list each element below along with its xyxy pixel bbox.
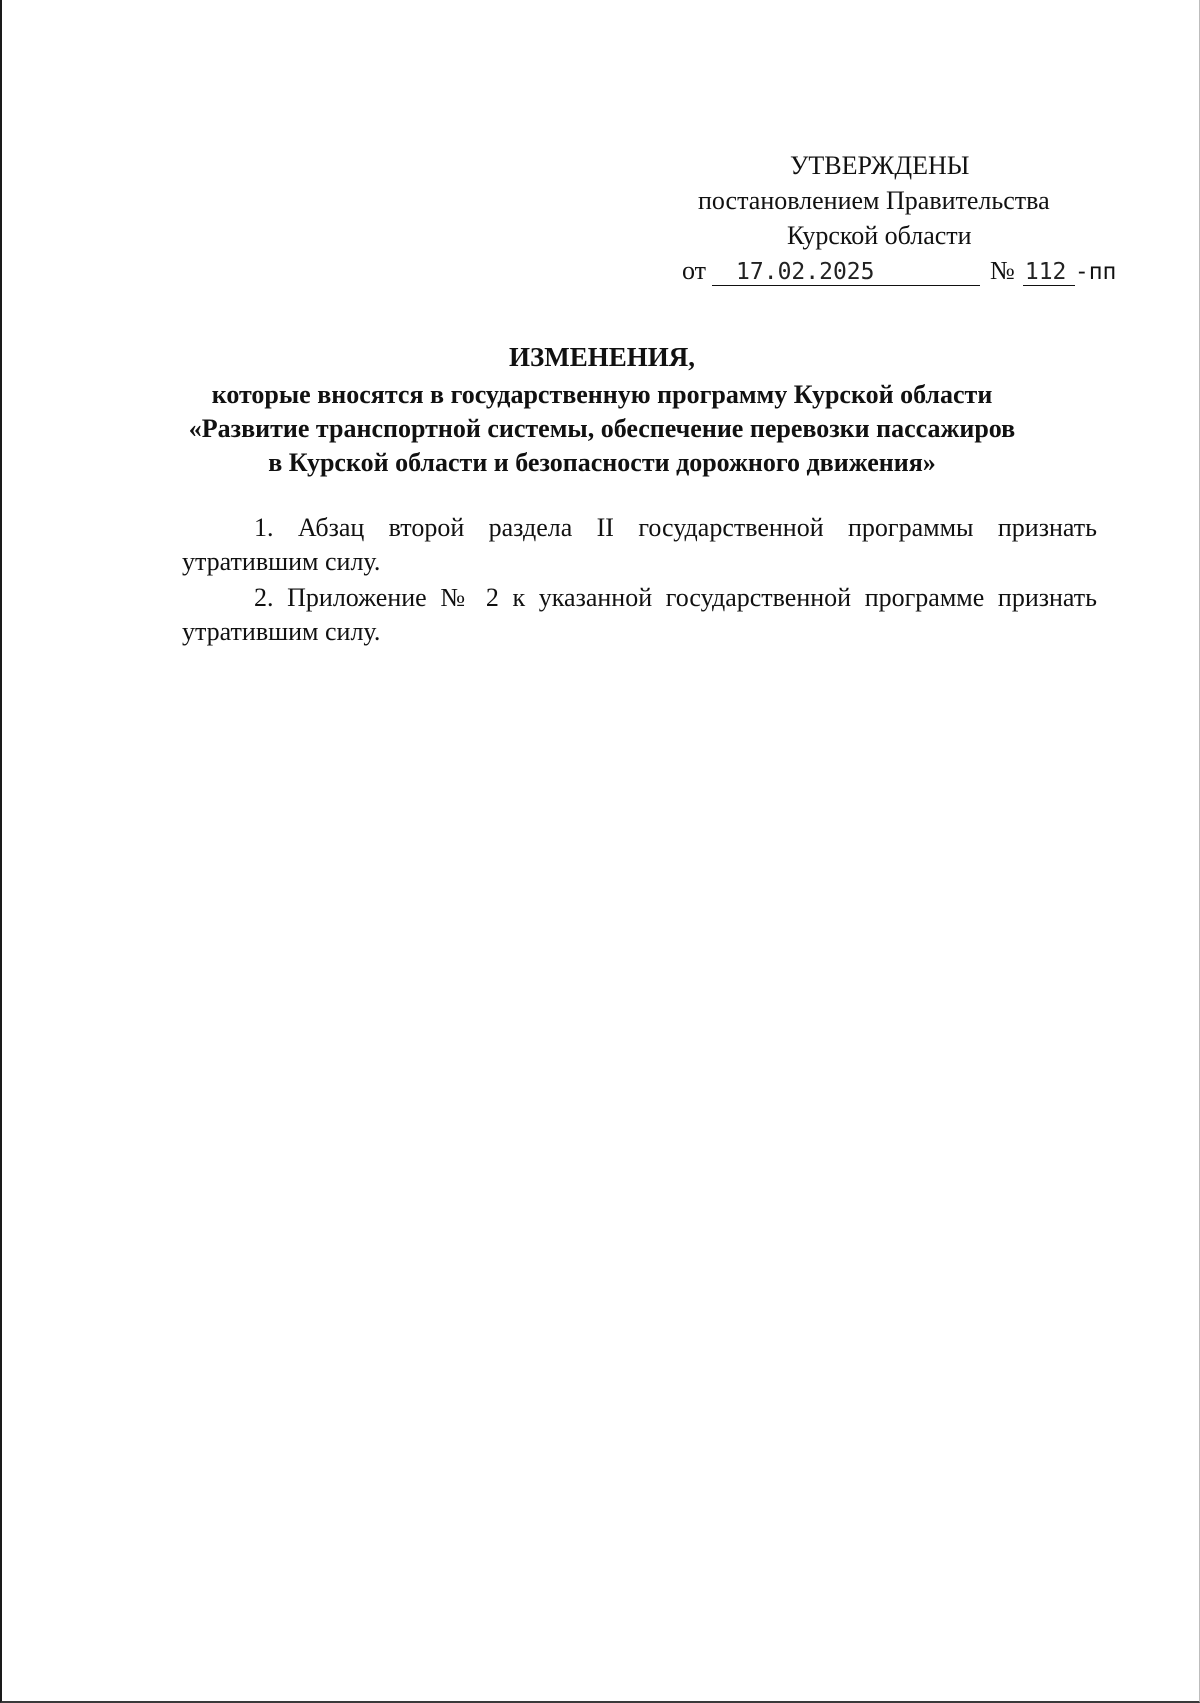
approval-region: Курской области — [787, 221, 972, 250]
title-heading: ИЗМЕНЕНИЯ, — [508, 342, 695, 372]
approval-issuer: постановлением Правительства — [698, 186, 1050, 215]
date-value: 17.02.2025 — [712, 259, 980, 286]
approval-heading: УТВЕРЖДЕНЫ — [790, 151, 970, 180]
title-line-3: «Развитие транспортной системы, обеспечение перевозки пассажиров — [188, 414, 1016, 443]
number-prefix: № — [990, 256, 1015, 285]
number-suffix: -пп — [1074, 259, 1117, 285]
number-value: 112 — [1023, 259, 1075, 286]
title-line-4: в Курской области и безопасности дорожного движения» — [268, 448, 936, 477]
paragraph-1: 1. Абзац второй раздела II государственной программы признать утратившим силу. — [182, 513, 1097, 576]
approval-stamp-block — [642, 148, 1142, 290]
document-title — [2, 340, 1200, 480]
paragraph-2: 2. Приложение № 2 к указанной государственной программе признать утратившим силу. — [182, 583, 1097, 646]
approval-date-number-line — [642, 253, 1142, 290]
title-line-2: которые вносятся в государственную программу Курской области — [211, 380, 993, 409]
date-prefix: от — [682, 256, 707, 285]
document-body — [182, 511, 1097, 649]
